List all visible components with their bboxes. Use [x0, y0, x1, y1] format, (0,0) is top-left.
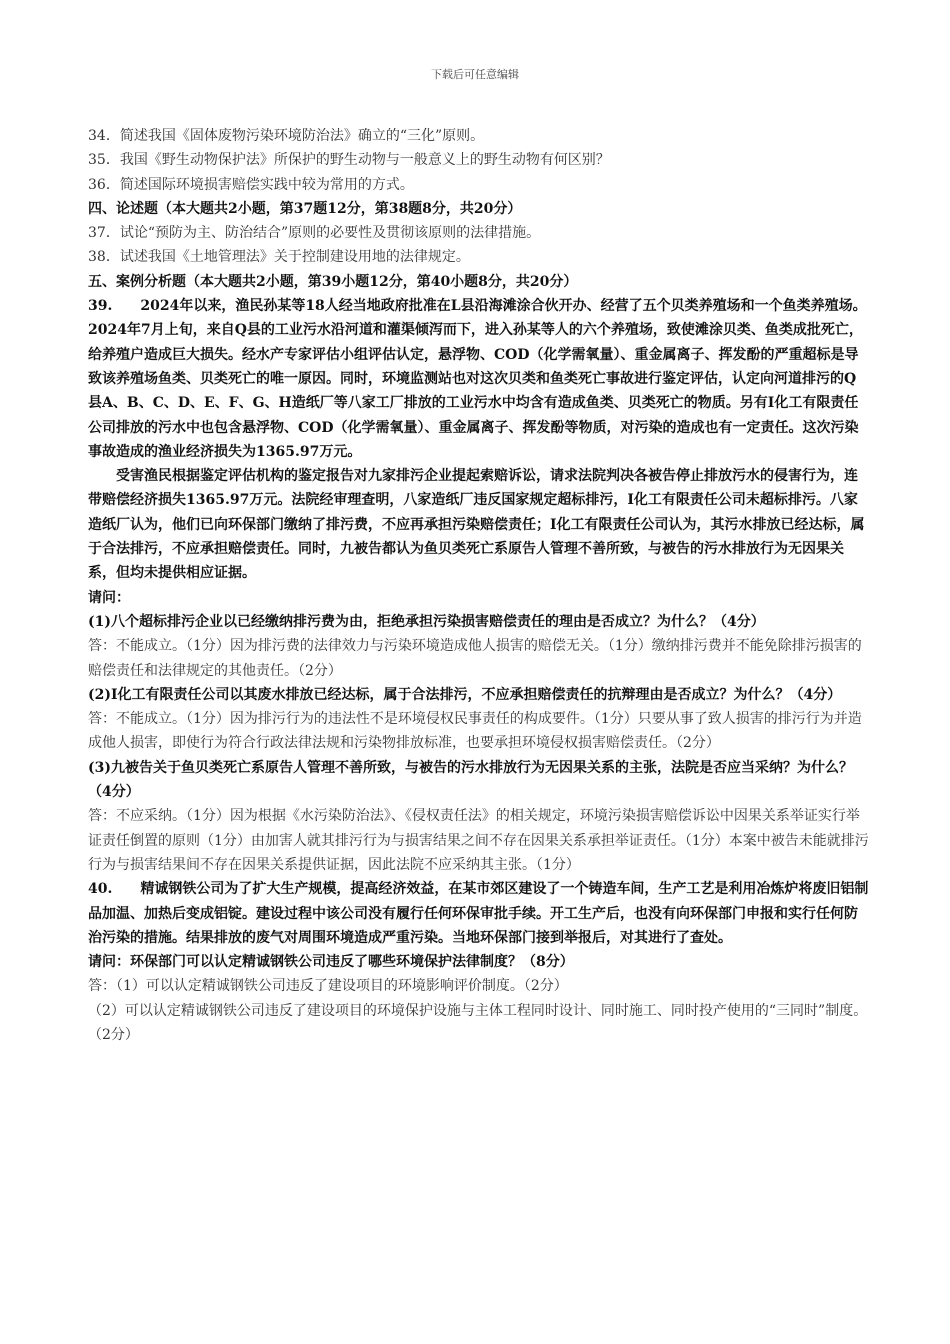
question-37: 37．试论“预防为主、防治结合”原则的必要性及贯彻该原则的法律措施。 [88, 225, 541, 242]
page-header: 下载后可任意编辑 [431, 68, 519, 81]
question-36: 36．简述国际环境损害赔偿实践中较为常用的方式。 [88, 176, 414, 193]
case-40-paragraph: 40. 精诚钢铁公司为了扩大生产规模，提高经济效益，在某市郊区建设了一个铸造车间，生产工艺是利用冶炼炉将废旧铝制品加温、加热后变成铝锭。建设过程中该公司没有履行任何环保审批手续。开工生产后，也没有向环保部门申报和实行任何防治污染的措施。结果排放的废气对周围环境造成严重污染。当地环保部门接到举报后，对其进行了查处。 [88, 881, 869, 946]
section-4-title: 四、论述题（本大题共2小题，第37题12分，第38题8分，共20分） [88, 200, 522, 217]
case-40-question: 请问：环保部门可以认定精诚钢铁公司违反了哪些环境保护法律制度？（8分） [88, 954, 574, 971]
case-39-answer-2: 答：不能成立。（1分）因为排污行为的违法性不是环境侵权民事责任的构成要件。（1分）只要从事了致人损害的排污行为并造成他人损害，即使行为符合行政法律法规和污染物排放标准，也要承担环境侵权损害赔偿责任。（2分） [88, 711, 862, 752]
question-35: 35．我国《野生动物保护法》所保护的野生动物与一般意义上的野生动物有何区别？ [88, 152, 610, 169]
case-39-paragraph-2: 受害渔民根据鉴定评估机构的鉴定报告对九家排污企业提起索赔诉讼，请求法院判决各被告停止排放污水的侵害行为，连带赔偿经济损失1365.97万元。法院经审理查明，八家造纸厂违反国家规定超标排污，I化工有限责任公司未超标排污。八家造纸厂认为，他们已向环保部门缴纳了排污费，不应再承担污染赔偿责任；I化工有限责任公司认为，其污水排放已经达标，属于合法排污，不应承担赔偿责任。同时，九被告都认为鱼贝类死亡系原告人管理不善所致，与被告的污水排放行为无因果关系，但均未提供相应证据。 [88, 468, 865, 582]
case-39-paragraph-1: 39. 2024年以来，渔民孙某等18人经当地政府批准在L县沿海滩涂合伙开办、经营了五个贝类养殖场和一个鱼类养殖场。2024年7月上旬，来自Q县的工业污水沿河道和灌渠倾泻而下，进入孙某等人的六个养殖场，致使滩涂贝类、鱼类成批死亡，给养殖户造成巨大损失。经水产专家评估小组评估认定，悬浮物、COD（化学需氧量）、重金属离子、挥发酚的严重超标是导致该养殖场鱼类、贝类死亡的唯一原因。同时，环境监测站也对这次贝类和鱼类死亡事故进行鉴定评估，认定向河道排污的Q县A、B、C、D、E、F、G、H造纸厂等八家工厂排放的工业污水中均含有造成鱼类、贝类死亡的物质。另有I化工有限责任公司排放的污水中也包含悬浮物、COD（化学需氧量）、重金属离子、挥发酚等物质，对污染的造成也有一定责任。这次污染事故造成的渔业经济损失为1365.97万元。 [88, 298, 867, 460]
case-39-subquestion-2: (2)I化工有限责任公司以其废水排放已经达标，属于合法排污，不应承担赔偿责任的抗辩理由是否成立？为什么？（4分） [88, 686, 842, 703]
case-39-subquestion-1: (1)八个超标排污企业以已经缴纳排污费为由，拒绝承担污染损害赔偿责任的理由是否成立？为什么？（4分） [88, 613, 765, 630]
case-39-answer-3: 答：不应采纳。（1分）因为根据《水污染防治法》、《侵权责任法》的相关规定，环境污染损害赔偿诉讼中因果关系举证实行举证责任倒置的原则（1分）由加害人就其排污行为与损害结果之间不存在因果关系承担举证责任。（1分）本案中被告未能就排污行为与损害结果间不存在因果关系提供证据，因此法院不应采纳其主张。（1分） [88, 808, 869, 873]
case-40-answer-2: （2）可以认定精诚钢铁公司违反了建设项目的环境保护设施与主体工程同时设计、同时施工、同时投产使用的“三同时”制度。（2分） [88, 1002, 868, 1043]
section-5-title: 五、案例分析题（本大题共2小题，第39小题12分，第40小题8分，共20分） [88, 273, 578, 290]
case-39-ask: 请问： [88, 589, 130, 606]
case-39-answer-1: 答：不能成立。（1分）因为排污费的法律效力与污染环境造成他人损害的赔偿无关。（1分）缴纳排污费并不能免除排污损害的赔偿责任和法律规定的其他责任。（2分） [88, 638, 862, 679]
case-39-subquestion-3: (3)九被告关于鱼贝类死亡系原告人管理不善所致，与被告的污水排放行为无因果关系的主张，法院是否应当采纳？为什么？（4分） [88, 759, 853, 801]
question-34: 34．简述我国《固体废物污染环境防治法》确立的“三化”原则。 [88, 128, 485, 144]
case-40-answer-1: 答：（1）可以认定精诚钢铁公司违反了建设项目的环境影响评价制度。（2分） [88, 978, 568, 995]
question-38: 38．试述我国《土地管理法》关于控制建设用地的法律规定。 [88, 249, 470, 266]
document-body [88, 124, 870, 1047]
